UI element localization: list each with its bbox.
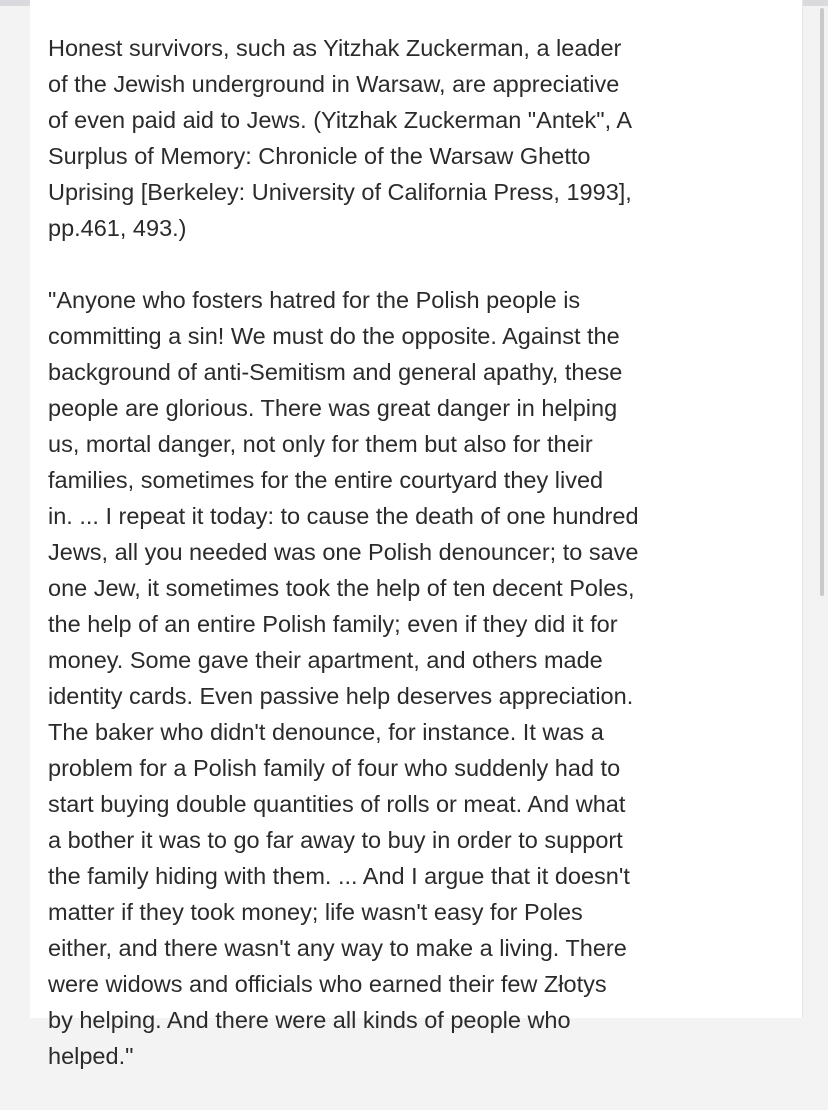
paragraph-intro: Honest survivors, such as Yitzhak Zuckerman, a leader of the Jewish underground in Warsaw, are appreciative of even paid aid to Jews. (Yitzhak Zuckerman "Antek", A Surplus of Memory: Chronicle of the Warsaw Ghetto Uprising [Berkeley: University of California Press, 1993], pp.461, 493.) [48,35,633,241]
scroll-indicator[interactable] [820,8,824,596]
paragraph-quote: "Anyone who fosters hatred for the Polish people is committing a sin! We must do the opposite. Against the background of anti-Semitism and general apathy, these people are glorious. There was great danger in helping us, mortal danger, not only for them but also for their families, sometimes for the entire courtyard they lived in. ... I repeat it today: to cause the death of one hundred Jews, all you needed was one Polish denouncer; to save one Jew, it sometimes took the help of ten decent Poles, the help of an entire Polish family; even if they did it for money. Some gave their apartment, and others made identity cards. Even passive help deserves appreciation. The baker who didn't denounce, for instance. It was a problem for a Polish family of four who suddenly had to start buying double quantities of rolls or meat. And what a bother it was to go far away to buy in order to support the family hiding with them. ... And I argue that it doesn't matter if they took money; life wasn't easy for Poles either, and there wasn't any way to make a living. There were widows and officials who earned their few Złotys by helping. And there were all kinds of people who helped." [48,287,639,1069]
document-text [48,0,798,1110]
